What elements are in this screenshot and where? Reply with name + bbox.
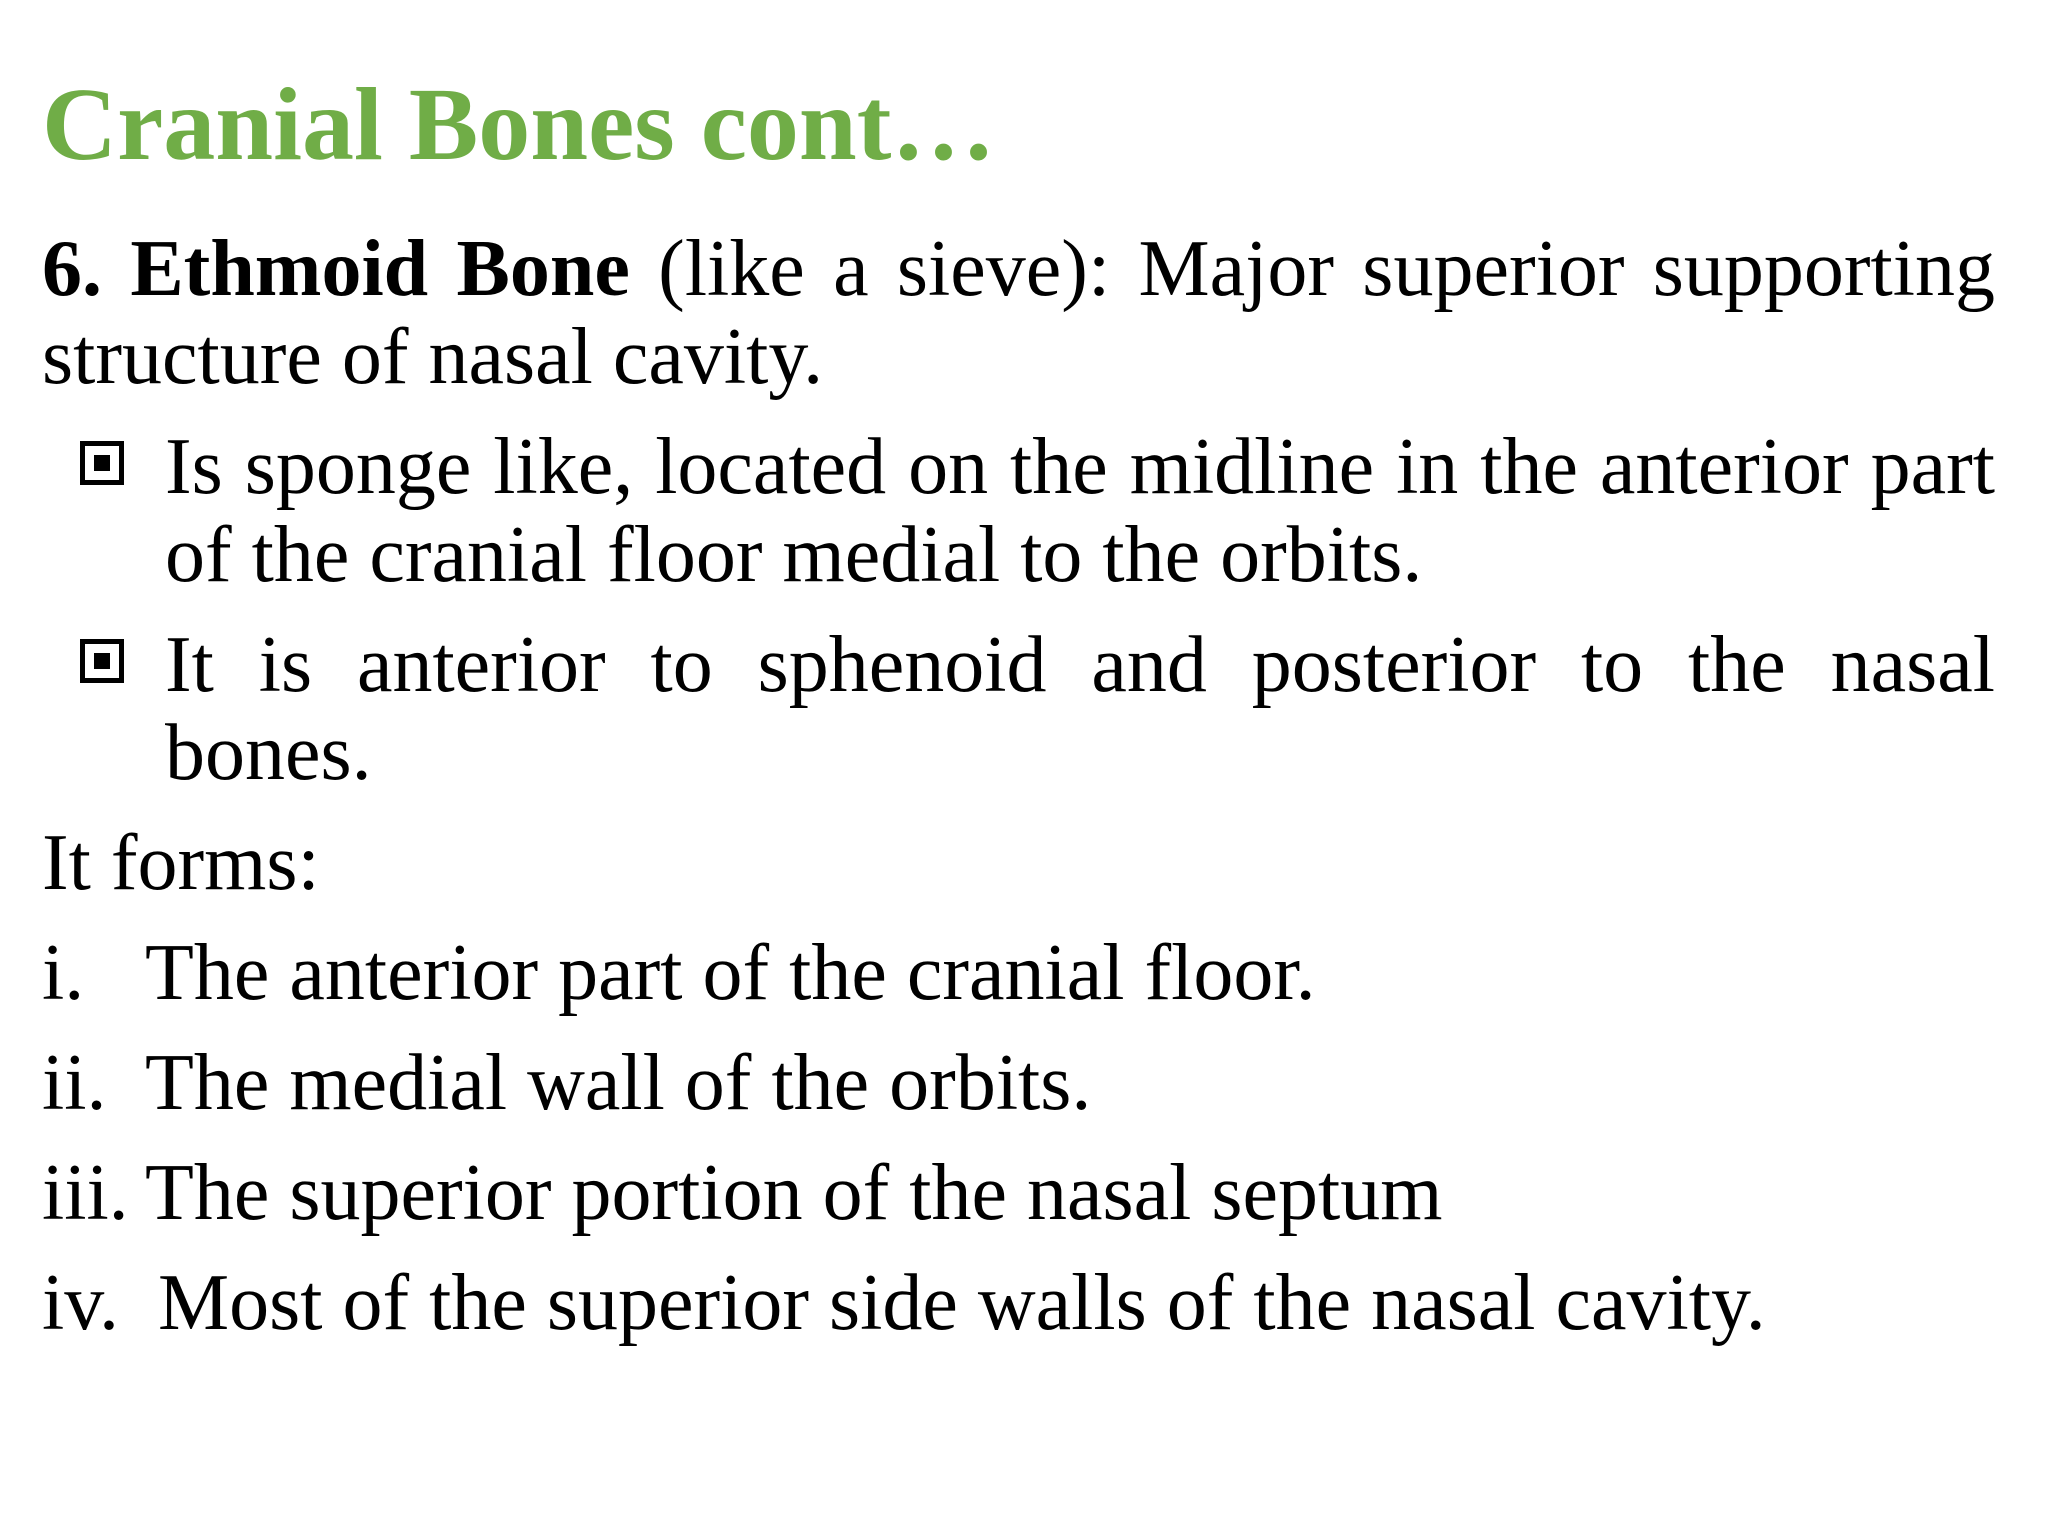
forms-item-text: The medial wall of the orbits.: [145, 1039, 1092, 1127]
forms-item-text: Most of the superior side walls of the nasal cavity.: [158, 1259, 1766, 1347]
forms-item-number: ii.: [42, 1039, 107, 1127]
forms-item-number: iii.: [42, 1149, 129, 1237]
square-bullet-icon: [80, 639, 124, 683]
forms-list: [42, 929, 1995, 1347]
bullet-text: It is anterior to sphenoid and posterior to the nasal bones.: [165, 621, 1995, 797]
slide-body: [42, 225, 1995, 1369]
slide-title: Cranial Bones cont…: [42, 67, 996, 182]
forms-item: [42, 1259, 1995, 1347]
forms-item: [42, 1039, 1995, 1127]
square-bullet-icon: [80, 441, 124, 485]
intro-term: 6. Ethmoid Bone: [42, 225, 630, 313]
forms-label: It forms:: [42, 819, 320, 907]
forms-item: [42, 929, 1995, 1017]
bullet-list: [42, 423, 1995, 797]
bullet-text: Is sponge like, located on the midline in the anterior part of the cranial floor medial to the orbits.: [165, 423, 1995, 599]
forms-item-text: The superior portion of the nasal septum: [145, 1149, 1443, 1237]
intro-rest: (like a sieve): Major superior supporting structure of nasal cavity.: [42, 225, 1996, 401]
forms-item-text: The anterior part of the cranial floor.: [145, 929, 1316, 1017]
forms-item-number: i.: [42, 929, 85, 1017]
bullet-item: [42, 423, 1995, 599]
intro-paragraph: [42, 225, 1995, 401]
forms-item: [42, 1149, 1995, 1237]
forms-item-number: iv.: [42, 1259, 120, 1347]
bullet-item: [42, 621, 1995, 797]
